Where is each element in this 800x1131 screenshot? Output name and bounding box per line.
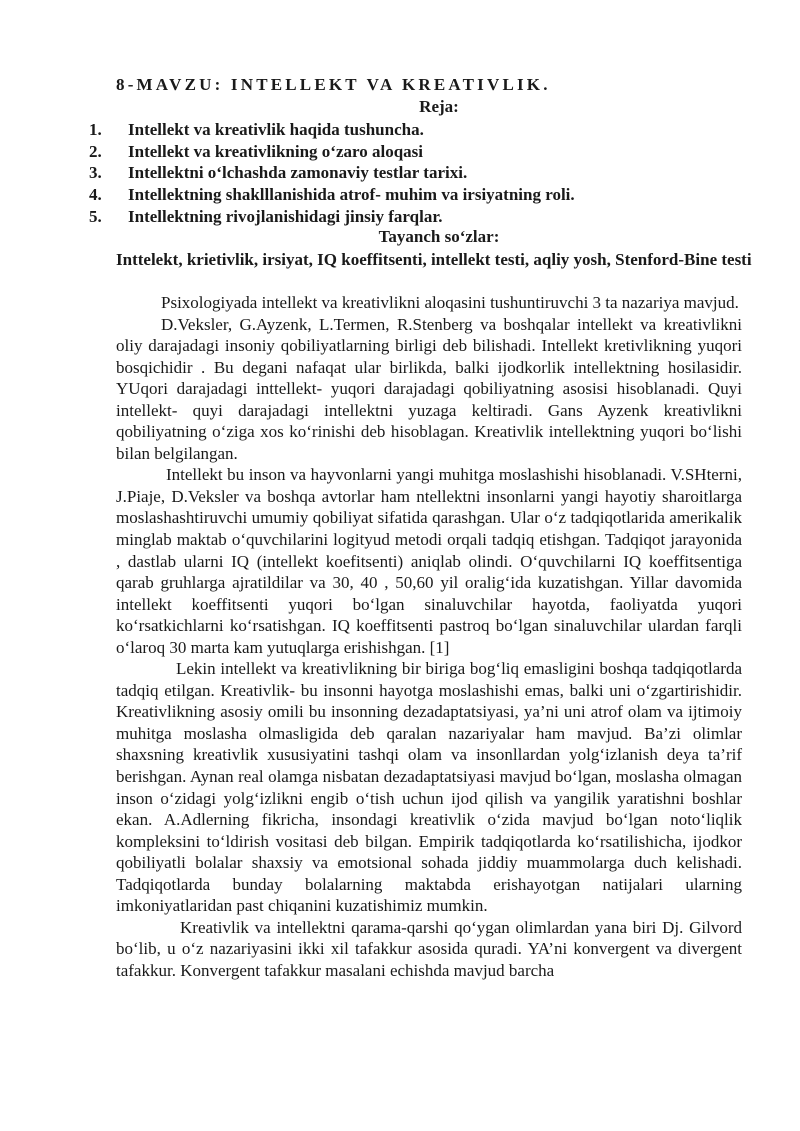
plan-item-text: Intellektning rivojlanishidagi jinsiy farqlar. [128,206,443,226]
plan-item-number: 3. [89,163,102,183]
paragraph: D.Veksler, G.Ayzenk, L.Termen, R.Stenberg va boshqalar intellekt va kreativlikni oliy darajadagi insoniy qobiliyatlarning birligi deb bilishadi. Intellekt kretivlikning yuqori bosqichidir . Bu degani nafaqat ular birlikda, balki ijodkorlik intellektning hosilasidir. YUqori darajadagi inttellekt- yuqori darajadagi qobiliyatning asosisi hisoblanadi. Quyi intellekt- quyi darajadagi intellektni yuzaga keltiradi. Gans Ayzenk kreativlikni qobiliyatning o‘ziga xos ko‘rinishi deb hisoblagan. Kreativlik intellektning yuqori bo‘lishi bilan belgilangan. [116,314,742,463]
keywords-text: Inttelekt, krietivlik, irsiyat, IQ koeffitsenti, intellekt testi, aqliy yosh, Stenford-Bine testi [116,250,752,269]
plan-item-text: Intellektni o‘lchashda zamonaviy testlar tarixi. [128,163,468,183]
keywords-heading: Tayanch so‘zlar: [378,227,500,246]
document-title: 8-MAVZU: INTELLEKT VA KREATIVLIK. [116,75,551,94]
paragraph: Psixologiyada intellekt va kreativlikni aloqasini tushuntiruvchi 3 ta nazariya mavjud. [161,293,739,312]
plan-item-number: 2. [89,141,102,161]
plan-item-text: Intellekt va kreativlik haqida tushuncha. [128,120,424,139]
paragraph: Lekin intellekt va kreativlikning bir biriga bog‘liq emasligini boshqa tadqiqotlarda tadqiq etilgan. Kreativlik- bu insonni hayotga moslashishi emas, balki uni o‘zgartirishidir. Kreativlikning asosiy omili bu insonning dezadaptatsiyasi, ya’ni uni atrof olam va ijtimoiy muhitga moslasha olmasligida deb qaralan nazariyalar ham mavjud. Ba’zi olimlar shaxsning kreativlik xususiyatini tashqi olam va insonllardan yolg‘izlanish deya ta’rif berishgan. Aynan real olamga nisbatan dezadaptatsiyasi mavjud bo‘lgan, moslasha olmagan inson o‘zidagi yolg‘izlikni engib o‘tish uchun ijod qilish va yangilik yaratishni boshlar ekan. A.Adlerning fikricha, insondagi kreativlik o‘zida mavjud bo‘lgan noto‘liqlik kompleksini to‘ldirish vositasi deb bilgan. Empirik tadqiqotlarda ko‘rsatilishicha, ijodkor qobiliyatli bolalar shaxsiy va emotsional sohada jiddiy muammolarga duch kelishadi. Tadqiqotlarda bunday bolalarning maktabda erishayotgan natijalari ularning imkoniyatlaridan past chiqanini kuzatishimiz mumkin. [116,659,742,916]
plan-item-number: 4. [89,185,102,205]
plan-item-text: Intellekt va kreativlikning o‘zaro aloqasi [128,141,424,161]
plan-item-text: Intellektning shaklllanishida atrof- muhim va irsiyatning roli. [128,185,575,205]
body-text [116,292,742,982]
plan-heading: Reja: [419,97,459,116]
paragraph: Kreativlik va intellektni qarama-qarshi qo‘ygan olimlardan yana biri Dj. Gilvord bo‘lib, u o‘z nazariyasini ikki xil tafakkur asosida quradi. YA’ni konvergent va divergent tafakkur. Konvergent tafakkur masalani echishda mavjud barcha [116,917,742,980]
plan-item-number: 1. [89,120,102,139]
plan-item-number: 5. [89,206,102,226]
paragraph: Intellekt bu inson va hayvonlarni yangi muhitga moslashishi hisoblanadi. V.SHterni, J.Piaje, D.Veksler va boshqa avtorlar ham ntellektni insonlarni yangi hayotiy sharoitlarga moslashashtiruvchi umumiy qobiliyat sifatida qarashgan. Ular o‘z tadqiqotlarida amerikalik minglab maktab o‘quvchilarini logityud metodi orqali tadqiq etishgan. Tadqiqot jarayonida , dastlab ularni IQ (intellekt koefitsenti) aniqlab olindi. O‘quvchilarni IQ koeffitsentiga qarab gruhlarga ajratildilar va 30, 40 , 50,60 yil oralig‘ida kuzatishgan. Yillar davomida intellekt koeffitsenti yuqori bo‘lgan sinaluvchilar hayotda, faoliyatda yuqori ko‘rsatkichlarni ko‘rsatishgan. IQ koeffitsenti pastroq bo‘lgan sinaluvchilar ulardan farqli o‘laroq 30 marta kam yutuqlarga erishishgan. [1] [116,465,742,657]
